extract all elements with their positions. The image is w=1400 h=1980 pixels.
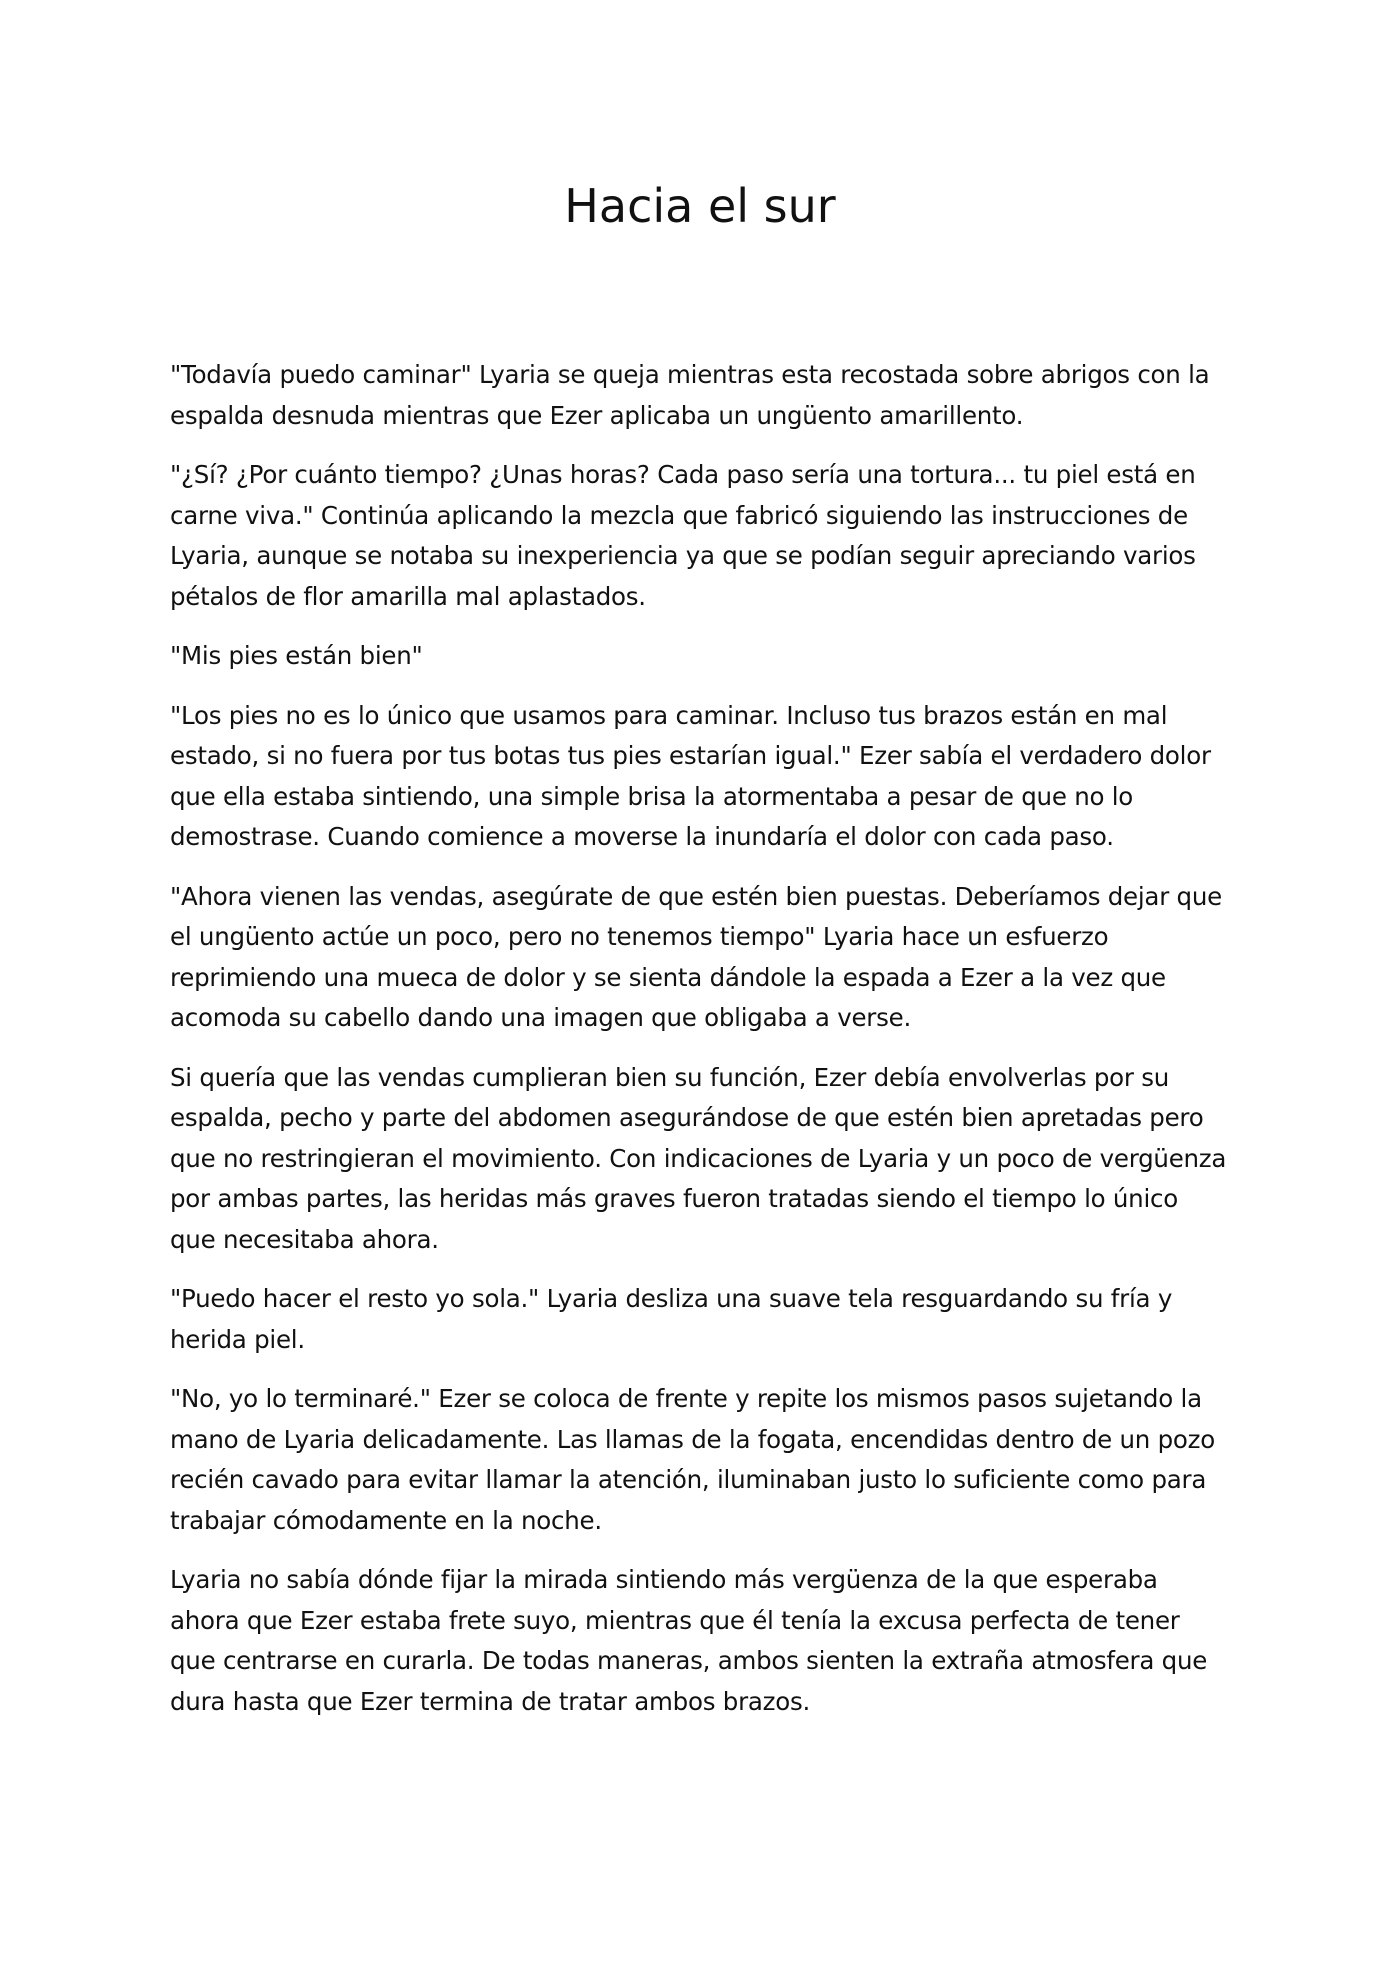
paragraph: "¿Sí? ¿Por cuánto tiempo? ¿Unas horas? Cada paso sería una tortura... tu piel está en carne viva." Continúa aplicando la mezcla que fabricó siguiendo las instrucciones de Lyaria, aunque se notaba su inexperiencia ya que se podían seguir apreciando varios pétalos de flor amarilla mal aplastados. (170, 460, 1196, 611)
paragraph: "No, yo lo terminaré." Ezer se coloca de frente y repite los mismos pasos sujetando la mano de Lyaria delicadamente. Las llamas de la fogata, encendidas dentro de un pozo recién cavado para evitar llamar la atención, iluminaban justo lo suficiente como para trabajar cómodamente en la noche. (170, 1384, 1215, 1535)
document-body (170, 355, 1230, 1741)
paragraph: "Ahora vienen las vendas, asegúrate de que estén bien puestas. Deberíamos dejar que el ungüento actúe un poco, pero no tenemos tiempo" Lyaria hace un esfuerzo reprimiendo una mueca de dolor y se sienta dándole la espada a Ezer a la vez que acomoda su cabello dando una imagen que obligaba a verse. (170, 881, 1222, 1032)
paragraph: Si quería que las vendas cumplieran bien su función, Ezer debía envolverlas por su espalda, pecho y parte del abdomen asegurándose de que estén bien apretadas pero que no restringieran el movimiento. Con indicaciones de Lyaria y un poco de vergüenza por ambas partes, las heridas más graves fueron tratadas siendo el tiempo lo único que necesitaba ahora. (170, 1062, 1227, 1254)
paragraph: "Los pies no es lo único que usamos para caminar. Incluso tus brazos están en mal estado, si no fuera por tus botas tus pies estarían igual." Ezer sabía el verdadero dolor que ella estaba sintiendo, una simple brisa la atormentaba a pesar de que no lo demostrase. Cuando comience a moverse la inundaría el dolor con cada paso. (170, 700, 1211, 851)
paragraph: "Puedo hacer el resto yo sola." Lyaria desliza una suave tela resguardando su fría y herida piel. (170, 1284, 1173, 1354)
paragraph: Lyaria no sabía dónde fijar la mirada sintiendo más vergüenza de la que esperaba ahora que Ezer estaba frete suyo, mientras que él tenía la excusa perfecta de tener que centrarse en curarla. De todas maneras, ambos sienten la extraña atmosfera que dura hasta que Ezer termina de tratar ambos brazos. (170, 1565, 1208, 1716)
paragraph: "Todavía puedo caminar" Lyaria se queja mientras esta recostada sobre abrigos con la espalda desnuda mientras que Ezer aplicaba un ungüento amarillento. (170, 360, 1210, 430)
document-title: Hacia el sur (564, 179, 836, 233)
paragraph: "Mis pies están bien" (170, 641, 423, 670)
